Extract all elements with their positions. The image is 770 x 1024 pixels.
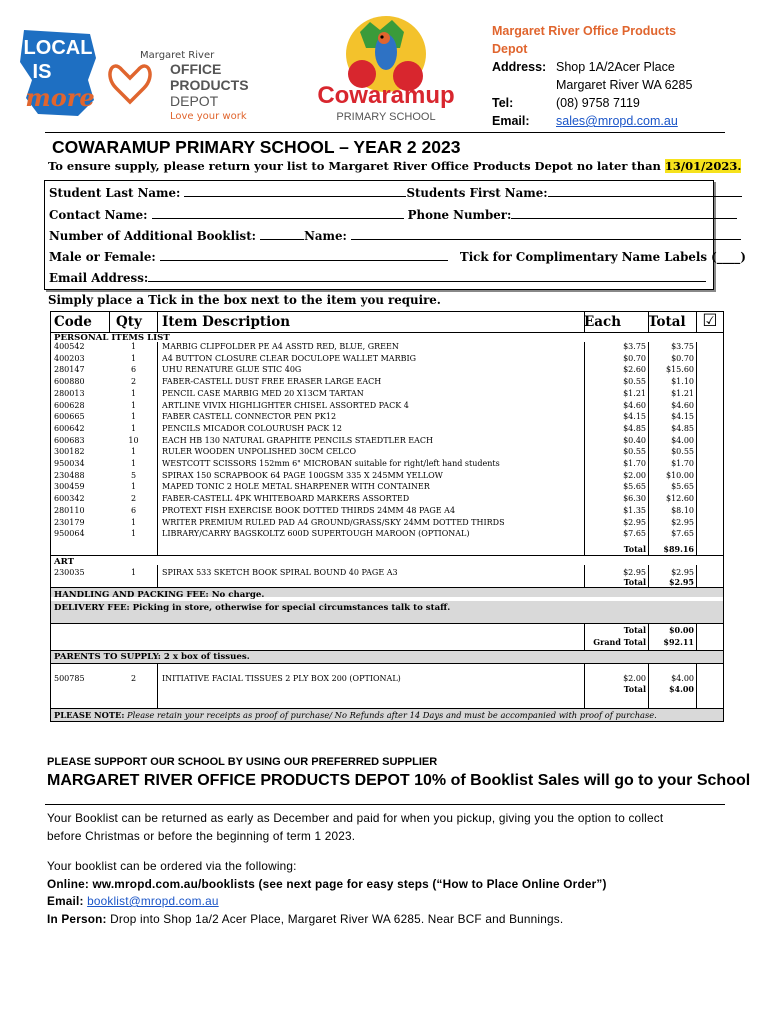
personal-total: $89.16	[663, 544, 694, 554]
personal-item-code: 300459	[54, 482, 85, 492]
phone-label: Phone Number:	[407, 208, 512, 222]
personal-item-qty: 1	[130, 423, 137, 433]
order-online[interactable]: Online: ww.mropd.com.au/booklists (see next page for easy steps (“How to Place Online Order”)	[47, 876, 607, 891]
name-label: Name:	[304, 229, 347, 243]
col-code: Code	[54, 314, 92, 330]
mr-logo-tagline: Love your work	[170, 111, 247, 122]
personal-item-each: $1.70	[623, 459, 646, 468]
personal-item-desc: PENCILS MICADOR COLOURUSH PACK 12	[162, 423, 342, 433]
office-products-depot-logo	[108, 48, 268, 123]
personal-item-total: $5.65	[671, 482, 694, 492]
personal-item-qty: 6	[130, 365, 137, 375]
order-methods	[47, 858, 607, 928]
support-heading: PLEASE SUPPORT OUR SCHOOL BY USING OUR PREFERRED SUPPLIER	[47, 756, 438, 768]
parent-item-code: 500785	[54, 674, 85, 683]
parent-item-qty: 2	[130, 674, 137, 683]
last-name-label: Student Last Name:	[49, 186, 181, 200]
first-name-label: Students First Name:	[406, 186, 548, 200]
personal-item-desc: PENCIL CASE MARBIG MED 20 X13CM TARTAN	[162, 388, 364, 398]
personal-item-desc: UHU RENATURE GLUE STIC 40G	[162, 365, 302, 375]
personal-item-desc: MARBIG CLIPFOLDER PE A4 ASSTD RED, BLUE, GREEN	[162, 342, 399, 351]
tick-instruction: Simply place a Tick in the box next to the item you require.	[48, 293, 441, 307]
personal-item-total: $10.00	[666, 470, 694, 480]
grand-total-label: Grand Total	[593, 637, 646, 647]
personal-item-desc: A4 BUTTON CLOSURE CLEAR DOCULOPE WALLET MARBIG	[162, 353, 417, 363]
section-parents: PARENTS TO SUPPLY: 2 x box of tissues.	[54, 652, 250, 662]
personal-item-each: $1.21	[623, 388, 646, 398]
personal-item-code: 230488	[54, 470, 85, 480]
order-in-person-text: Drop into Shop 1a/2 Acer Place, Margaret River WA 6285. Near BCF and Bunnings.	[106, 911, 564, 926]
personal-item-desc: FABER-CASTELL 4PK WHITEBOARD MARKERS ASSORTED	[162, 494, 410, 504]
personal-total-label: Total	[623, 544, 646, 554]
personal-item-total: $8.10	[671, 505, 694, 515]
personal-item-each: $0.55	[623, 447, 646, 457]
personal-item-desc: SPIRAX 150 SCRAPBOOK 64 PAGE 100GSM 335 X 245MM YELLOW	[162, 470, 443, 480]
personal-item-code: 280110	[54, 505, 85, 515]
please-note	[54, 710, 657, 720]
personal-item-qty: 5	[130, 470, 137, 480]
art-qty: 1	[130, 568, 137, 577]
personal-item-code: 600628	[54, 400, 85, 410]
mr-logo-line3: PRODUCTS	[170, 77, 249, 93]
tel-label: Tel:	[492, 96, 514, 110]
student-details-form	[44, 180, 746, 290]
personal-item-each: $2.95	[623, 517, 646, 527]
personal-item-each: $2.00	[623, 470, 646, 480]
personal-item-each: $7.65	[623, 529, 646, 539]
section-personal: PERSONAL ITEMS LIST	[54, 333, 170, 343]
personal-item-desc: ARTLINE VIVIX HIGHLIGHTER CHISEL ASSORTED PACK 4	[162, 400, 409, 410]
section-art: ART	[54, 557, 75, 567]
personal-item-qty: 2	[130, 377, 137, 387]
personal-item-each: $0.40	[623, 435, 646, 445]
personal-item-each: $0.55	[623, 377, 646, 387]
school-logo-sub: PRIMARY SCHOOL	[336, 111, 436, 123]
contact-name-label: Contact Name:	[49, 208, 148, 222]
fee-total-label: Total	[623, 625, 646, 635]
handling-fee: HANDLING AND PACKING FEE: No charge.	[54, 590, 265, 600]
svg-text:IS: IS	[32, 61, 52, 83]
personal-item-qty: 1	[130, 353, 137, 363]
personal-item-total: $1.70	[671, 459, 694, 468]
personal-item-code: 280147	[54, 365, 85, 375]
personal-item-each: $5.65	[623, 482, 646, 492]
parent-total: $4.00	[668, 684, 694, 694]
personal-item-total: $1.21	[671, 388, 694, 398]
parent-item-total: $4.00	[671, 674, 694, 683]
parent-item-each: $2.00	[623, 674, 646, 683]
personal-item-each: $4.60	[623, 400, 646, 410]
personal-item-each: $6.30	[623, 494, 646, 504]
email-link[interactable]: sales@mropd.com.au	[556, 114, 678, 128]
contact-block	[492, 22, 752, 130]
personal-item-code: 600683	[54, 435, 85, 445]
please-note-text: Please retain your receipts as proof of purchase/ No Refunds after 14 Days and must be accompanied with proof of purchase.	[124, 710, 657, 720]
art-total-label: Total	[623, 577, 646, 587]
phone-field[interactable]	[511, 207, 737, 219]
personal-item-code: 600342	[54, 494, 85, 504]
personal-item-desc: FABER CASTELL CONNECTOR PEN PK12	[162, 412, 337, 422]
parent-item-desc: INITIATIVE FACIAL TISSUES 2 PLY BOX 200 (OPTIONAL)	[162, 674, 401, 683]
additional-booklist-label: Number of Additional Booklist:	[49, 229, 256, 243]
col-each: Each	[584, 314, 622, 330]
personal-item-qty: 6	[130, 505, 137, 515]
svg-text:more: more	[25, 83, 95, 112]
personal-item-desc: LIBRARY/CARRY BAGSKOLTZ 600D SUPERTOUGH MAROON (OPTIONAL)	[162, 529, 470, 539]
personal-item-total: $4.85	[671, 423, 694, 433]
personal-item-desc: FABER-CASTELL DUST FREE ERASER LARGE EACH	[162, 377, 382, 387]
personal-item-qty: 1	[130, 459, 137, 468]
personal-item-each: $2.60	[623, 365, 646, 375]
personal-item-qty: 1	[130, 447, 137, 457]
gender-field[interactable]	[160, 249, 448, 261]
personal-item-qty: 1	[130, 412, 137, 422]
personal-item-desc: RULER WOODEN UNPOLISHED 30CM CELCO	[162, 447, 357, 457]
additional-booklist-field[interactable]	[260, 228, 304, 240]
personal-item-code: 400203	[54, 353, 85, 363]
personal-item-code: 400542	[54, 342, 85, 351]
email-label: Email:	[492, 114, 530, 128]
personal-item-desc: WESTCOTT SCISSORS 152mm 6" MICROBAN suitable for right/left hand students	[162, 459, 500, 468]
personal-item-qty: 1	[130, 388, 137, 398]
school-logo-name: Cowaramup	[317, 82, 455, 109]
personal-item-code: 600642	[54, 423, 85, 433]
personal-item-desc: EACH HB 130 NATURAL GRAPHITE PENCILS STAEDTLER EACH	[162, 435, 433, 445]
email-address-label: Email Address:	[49, 271, 149, 285]
personal-item-total: $7.65	[671, 529, 694, 539]
personal-item-qty: 10	[128, 435, 139, 445]
return-info-line1: Your Booklist can be returned as early as December and paid for when you pickup, giving you the option to collect	[47, 811, 664, 825]
name-field[interactable]	[351, 228, 741, 240]
booklist-table	[50, 311, 724, 721]
address-line2: Margaret River WA 6285	[556, 78, 693, 92]
return-info-line2: before Christmas or before the beginning of term 1 2023.	[47, 828, 356, 843]
order-email-label: Email:	[47, 894, 88, 908]
order-intro: Your booklist can be ordered via the following:	[47, 859, 297, 873]
mr-logo-line2: OFFICE	[170, 61, 222, 77]
delivery-fee: DELIVERY FEE: Picking in store, otherwise for special circumstances talk to staff.	[54, 603, 451, 613]
personal-item-qty: 1	[130, 529, 137, 539]
company-name: Margaret River Office Products Depot	[492, 24, 677, 56]
personal-item-total: $15.60	[666, 365, 694, 375]
address-label: Address:	[492, 60, 547, 74]
personal-item-code: 950064	[54, 529, 85, 539]
personal-item-total: $0.70	[671, 353, 694, 363]
art-section-total: $2.95	[668, 577, 694, 587]
personal-item-qty: 1	[130, 517, 137, 527]
svg-text:LOCAL: LOCAL	[23, 37, 93, 59]
mr-logo-line4: DEPOT	[170, 93, 219, 109]
name-labels-tick[interactable]: Tick for Complimentary Name Labels (____)	[459, 250, 746, 264]
personal-item-code: 230179	[54, 517, 85, 527]
personal-item-each: $0.70	[623, 353, 646, 363]
first-name-field[interactable]	[548, 185, 742, 197]
personal-item-qty: 1	[130, 342, 137, 351]
art-desc: SPIRAX 533 SKETCH BOOK SPIRAL BOUND 40 PAGE A3	[162, 568, 398, 577]
order-in-person-label: In Person:	[47, 911, 107, 926]
personal-item-code: 600665	[54, 412, 85, 422]
personal-item-each: $1.35	[623, 505, 646, 515]
personal-item-total: $0.55	[671, 447, 694, 457]
ensure-text: To ensure supply, please return your list to Margaret River Office Products Depot no later than	[48, 159, 661, 173]
personal-item-total: $12.60	[666, 494, 694, 504]
page-title: COWARAMUP PRIMARY SCHOOL – YEAR 2 2023	[52, 137, 461, 157]
personal-item-each: $4.15	[623, 412, 646, 422]
personal-item-total: $1.10	[671, 377, 694, 387]
fee-total: $0.00	[668, 625, 694, 635]
col-qty: Qty	[116, 314, 142, 330]
contact-name-field[interactable]	[152, 207, 404, 219]
personal-item-total: $2.95	[671, 517, 694, 527]
col-tick-icon: ☑	[702, 311, 718, 331]
order-email-link[interactable]: booklist@mropd.com.au	[87, 894, 219, 908]
personal-item-each: $4.85	[623, 423, 646, 433]
footer-divider	[45, 804, 725, 805]
personal-item-total: $4.60	[671, 400, 694, 410]
personal-item-desc: MAPED TONIC 2 HOLE METAL SHARPENER WITH CONTAINER	[162, 482, 430, 492]
personal-item-code: 600880	[54, 377, 85, 387]
parent-total-label: Total	[623, 684, 646, 694]
art-code: 230035	[54, 568, 85, 577]
gender-label: Male or Female:	[49, 250, 156, 264]
personal-item-qty: 1	[130, 482, 137, 492]
please-note-label: PLEASE NOTE:	[54, 710, 125, 720]
col-total: Total	[648, 314, 686, 330]
col-description: Item Description	[162, 314, 291, 330]
personal-item-code: 300182	[54, 447, 85, 457]
personal-item-qty: 2	[130, 494, 137, 504]
grand-total: $92.11	[663, 637, 694, 647]
sales-headline: MARGARET RIVER OFFICE PRODUCTS DEPOT 10% of Booklist Sales will go to your School	[47, 772, 751, 789]
local-is-more-logo	[18, 28, 100, 118]
due-date: 13/01/2023.	[664, 159, 742, 173]
cowaramup-school-logo	[300, 12, 472, 124]
personal-item-total: $4.15	[671, 412, 694, 422]
tel-value: (08) 9758 7119	[556, 96, 640, 110]
personal-item-total: $4.00	[671, 435, 694, 445]
ensure-supply-text	[48, 159, 741, 173]
personal-item-qty: 1	[130, 400, 137, 410]
address-line1: Shop 1A/2Acer Place	[556, 60, 675, 74]
personal-item-code: 950034	[54, 459, 85, 468]
mr-logo-line1: Margaret River	[140, 50, 215, 61]
email-address-field[interactable]	[148, 270, 706, 282]
art-total: $2.95	[671, 568, 694, 577]
header-divider	[45, 132, 725, 133]
personal-item-code: 280013	[54, 388, 85, 398]
personal-item-desc: PROTEXT FISH EXERCISE BOOK DOTTED THIRDS 24MM 48 PAGE A4	[162, 505, 456, 515]
return-info	[47, 810, 663, 845]
personal-item-each: $3.75	[623, 342, 646, 351]
last-name-field[interactable]	[184, 185, 406, 197]
personal-item-desc: WRITER PREMIUM RULED PAD A4 GROUND/GRASS/SKY 24MM DOTTED THIRDS	[162, 517, 505, 527]
art-each: $2.95	[623, 568, 646, 577]
personal-item-total: $3.75	[671, 342, 694, 351]
